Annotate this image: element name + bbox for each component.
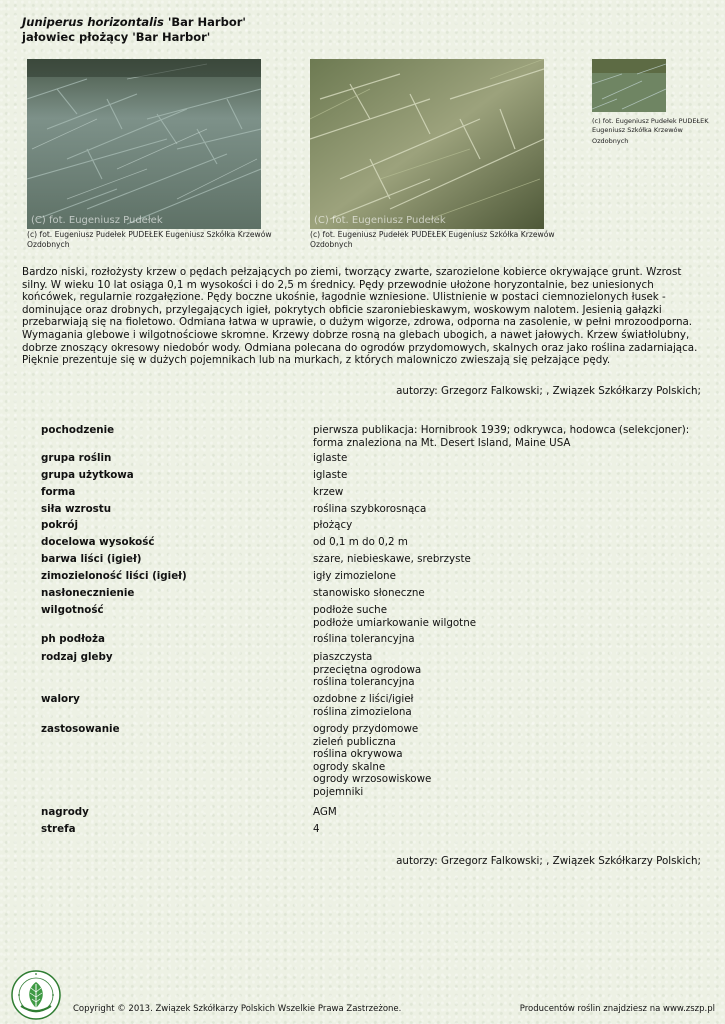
photo-caption-1: (c) fot. Eugeniusz Pudełek PUDEŁEK Eugeniusz Szkółka Krzewów Ozdobnych — [27, 230, 272, 249]
attribute-values — [313, 806, 703, 819]
attribute-values — [313, 519, 703, 532]
photo-caption-3: (c) fot. Eugeniusz Pudełek PUDEŁEK Eugeniusz Szkółka Krzewów Ozdobnych — [592, 117, 709, 145]
attribute-value: podłoże suche — [313, 604, 388, 616]
attribute-label: barwa liści (igieł) — [41, 553, 142, 565]
attribute-value: roślina szybkorosnąca — [313, 503, 427, 515]
plant-photo-3[interactable] — [592, 59, 666, 112]
attribute-value: roślina zimozielona — [313, 705, 412, 718]
attribute-label: grupa użytkowa — [41, 469, 134, 481]
attribute-value: stanowisko słoneczne — [313, 587, 425, 599]
attribute-value: piaszczysta — [313, 651, 373, 663]
attribute-value: ogrody wrzosowiskowe — [313, 773, 432, 786]
photo-watermark: (C) fot. Eugeniusz Pudełek — [314, 215, 446, 226]
attribute-values — [313, 604, 703, 629]
attribute-values — [313, 723, 703, 799]
polish-name: jałowiec płożący 'Bar Harbor' — [22, 30, 211, 44]
attribute-label: pokrój — [41, 519, 78, 531]
attribute-value: ogrody przydomowe — [313, 723, 419, 735]
attribute-values — [313, 823, 703, 836]
attribute-label: ph podłoża — [41, 633, 105, 645]
attribute-values — [313, 633, 703, 646]
attribute-label: strefa — [41, 823, 76, 835]
attribute-value: przeciętna ogrodowa — [313, 663, 422, 676]
plant-description: Bardzo niski, rozłożysty krzew o pędach pełzających po ziemi, tworzący zwarte, szarozielone kobierce okrywające grunt. Wzrost silny. W wieku 10 lat osiąga 0,1 m wysokości i do 2,5 m średnicy. Pędy przewodnie ułożone horyzontalnie, bez uniesionych końcówek, regularnie rozgałęzione. Pędy boczne ukośnie, łagodnie wzniesione. Ulistnienie w postaci ciemnozielonych łusek - dominujące oraz drobnych, przylegających igieł, pokrytych obficie szaroniebieskawym, woskowym nalotem. Jesienią gałązki przebarwiają się na fioletowo. Odmiana łatwa w uprawie, o dużym wigorze, zdrowa, odporna na zasolenie, w pełni mrozoodporna. Wymagania glebowe i wilgotnościowe skromne. Krzewy dobrze rosną na glebach ubogich, a nawet jałowych. Krzew światłolubny, dobrze znoszący okresowy niedobór wody. Odmiana polecana do ogrodów przydomowych, skalnych oraz jako roślina zadarniająca. Pięknie prezentuje się w dużych pojemnikach lub na murkach, z których malowniczo zwieszają się pełzające pędy. — [22, 266, 698, 367]
attribute-label: siła wzrostu — [41, 503, 112, 515]
attribute-value: płożący — [313, 519, 353, 531]
attribute-values — [313, 424, 703, 449]
attribute-value: pojemniki — [313, 785, 364, 798]
attribute-value: pierwsza publikacja: Hornibrook 1939; odkrywca, hodowca (selekcjoner): — [313, 424, 690, 436]
attribute-label: zimozieloność liści (igieł) — [41, 570, 187, 582]
plant-photo-1[interactable] — [27, 59, 261, 229]
footer-producers-link[interactable]: Producentów roślin znajdziesz na www.zszp.pl — [519, 1004, 715, 1014]
attribute-value: iglaste — [313, 452, 348, 464]
attribute-label: forma — [41, 486, 76, 498]
authors-bottom: autorzy: Grzegorz Falkowski; , Związek Szkółkarzy Polskich; — [396, 855, 701, 867]
latin-name: Juniperus horizontalis — [22, 15, 164, 29]
attribute-values — [313, 452, 703, 465]
attribute-value: roślina tolerancyjna — [313, 676, 415, 689]
attribute-values — [313, 469, 703, 482]
attribute-values — [313, 536, 703, 549]
attribute-value: roślina tolerancyjna — [313, 633, 415, 645]
attribute-label: wilgotność — [41, 604, 104, 616]
attribute-label: nagrody — [41, 806, 89, 818]
attribute-value: krzew — [313, 486, 344, 498]
cultivar-name: 'Bar Harbor' — [167, 15, 246, 29]
attribute-values — [313, 587, 703, 600]
attribute-value: ogrody skalne — [313, 760, 386, 773]
plant-photo-2[interactable] — [310, 59, 544, 229]
attribute-value: ozdobne z liści/igieł — [313, 693, 414, 705]
attribute-values — [313, 693, 703, 718]
attribute-value: szare, niebieskawe, srebrzyste — [313, 553, 471, 565]
footer-copyright: Copyright © 2013. Związek Szkółkarzy Polskich Wszelkie Prawa Zastrzeżone. — [73, 1004, 402, 1014]
plant-title — [22, 15, 246, 45]
photo-watermark: (C) fot. Eugeniusz Pudełek — [31, 215, 163, 226]
attribute-label: pochodzenie — [41, 424, 115, 436]
attribute-label: zastosowanie — [41, 723, 120, 735]
attribute-value: 4 — [313, 823, 320, 835]
attribute-value: igły zimozielone — [313, 570, 396, 582]
attribute-values — [313, 486, 703, 499]
attribute-value: roślina okrywowa — [313, 748, 403, 761]
zszp-logo[interactable] — [11, 970, 61, 1024]
attribute-value: AGM — [313, 806, 337, 818]
attribute-label: rodzaj gleby — [41, 651, 113, 663]
photo-caption-2: (c) fot. Eugeniusz Pudełek PUDEŁEK Eugeniusz Szkółka Krzewów Ozdobnych — [310, 230, 555, 249]
attribute-values — [313, 503, 703, 516]
attribute-values — [313, 553, 703, 566]
attribute-values — [313, 570, 703, 583]
attribute-value: forma znaleziona na Mt. Desert Island, Maine USA — [313, 436, 571, 449]
attribute-label: docelowa wysokość — [41, 536, 155, 548]
attribute-label: nasłonecznienie — [41, 587, 135, 599]
attribute-value: od 0,1 m do 0,2 m — [313, 536, 408, 548]
attribute-label: grupa roślin — [41, 452, 112, 464]
attribute-value: iglaste — [313, 469, 348, 481]
attribute-label: walory — [41, 693, 80, 705]
attribute-values — [313, 651, 703, 689]
attribute-value: zieleń publiczna — [313, 735, 396, 748]
attribute-value: podłoże umiarkowanie wilgotne — [313, 616, 477, 629]
authors-top: autorzy: Grzegorz Falkowski; , Związek Szkółkarzy Polskich; — [396, 385, 701, 397]
